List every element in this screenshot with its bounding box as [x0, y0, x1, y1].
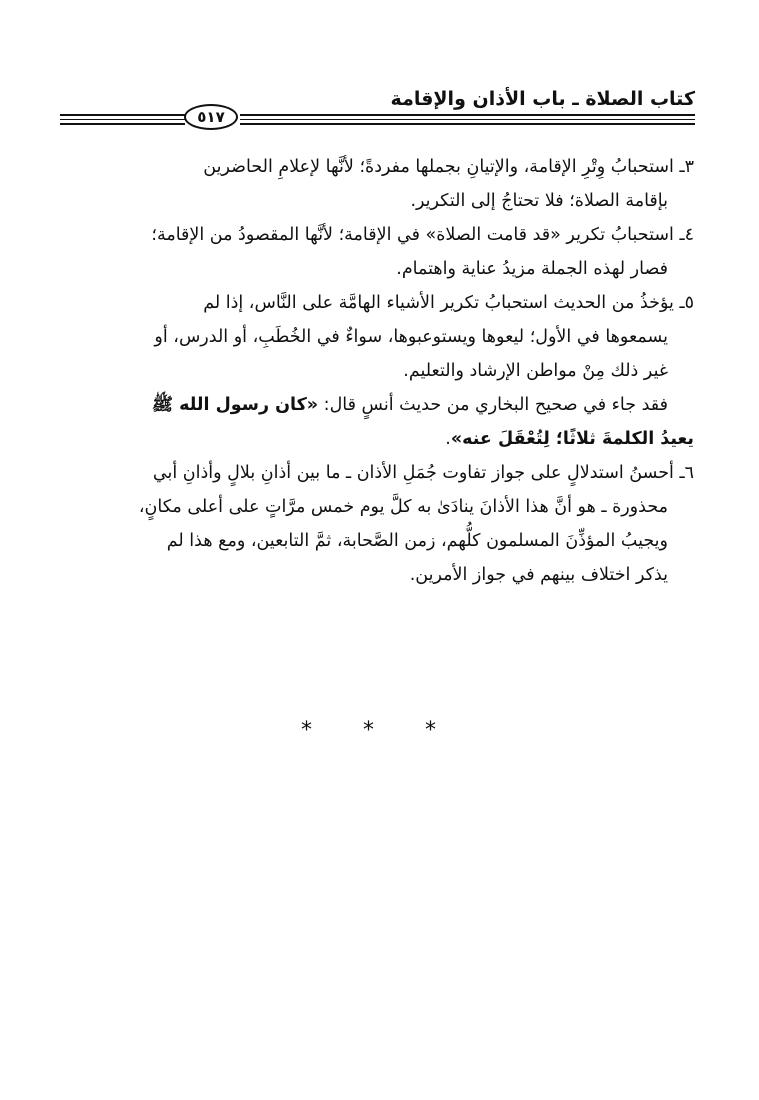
header-rule [60, 123, 185, 125]
numbered-point [64, 456, 694, 592]
hadith-text: يعيدُ الكلمةَ ثلاثًا؛ لِتُعْقَلَ عنه» [450, 429, 694, 449]
running-title: كتاب الصلاة ـ باب الأذان والإقامة [390, 88, 695, 110]
numbered-point [64, 218, 694, 286]
quote-intro: فقد جاء في صحيح البخاري من حديث أنسٍ قال: [318, 395, 668, 415]
text-line: محذورة ـ هو أنَّ هذا الأذانَ ينادَىٰ به كلَّ يوم خمس مرَّاتٍ على أعلى مكانٍ، [138, 497, 668, 517]
header-rule [240, 119, 695, 120]
text-line: غير ذلك مِنْ مواطن الإرشاد والتعليم. [403, 361, 668, 381]
header-rule [60, 119, 185, 120]
page-number: ٥١٧ [184, 104, 238, 130]
section-separator: * * * [301, 718, 458, 743]
numbered-point [64, 150, 694, 218]
page-body [64, 150, 694, 592]
text-line: يسمعوها في الأول؛ ليعوها ويستوعبوها، سواءٌ في الخُطَبِ، أو الدرس، أو [154, 327, 668, 347]
text-line: ٣ـ استحبابُ وِتْرِ الإقامة، والإتيانِ بجملها مفردةً؛ لأنَّها لإعلامِ الحاضرين [203, 157, 694, 177]
text-line: ٥ـ يؤخذُ من الحديث استحبابُ تكرير الأشياء الهامَّة على النَّاس، إذا لم [203, 293, 694, 313]
header-rule [60, 114, 185, 116]
text-line [64, 422, 694, 456]
numbered-point [64, 286, 694, 388]
text-line [64, 388, 694, 422]
hadith-text: «كان رسول الله ﷺ [151, 395, 319, 415]
text-line: ويجيبُ المؤذِّنَ المسلمون كلُّهم، زمن الصَّحابة، ثمَّ التابعين، ومع هذا لم [166, 531, 668, 551]
text-line: فصار لهذه الجملة مزيدُ عناية واهتمام. [396, 259, 668, 279]
hadith-paragraph [64, 388, 694, 456]
page-header [60, 86, 695, 136]
text-line: يذكر اختلاف بينهم في جواز الأمرين. [409, 565, 668, 585]
quote-end: . [445, 429, 451, 449]
header-rule [240, 114, 695, 116]
header-rule [240, 123, 695, 125]
text-line: ٦ـ أحسنُ استدلالٍ على جواز تفاوت جُمَلِ الأذان ـ ما بين أذانِ بلالٍ وأذانِ أبي [152, 463, 694, 483]
text-line: بإقامة الصلاة؛ فلا تحتاجُ إلى التكرير. [410, 191, 668, 211]
text-line: ٤ـ استحبابُ تكرير «قد قامت الصلاة» في الإقامة؛ لأنَّها المقصودُ من الإقامة؛ [151, 225, 694, 245]
